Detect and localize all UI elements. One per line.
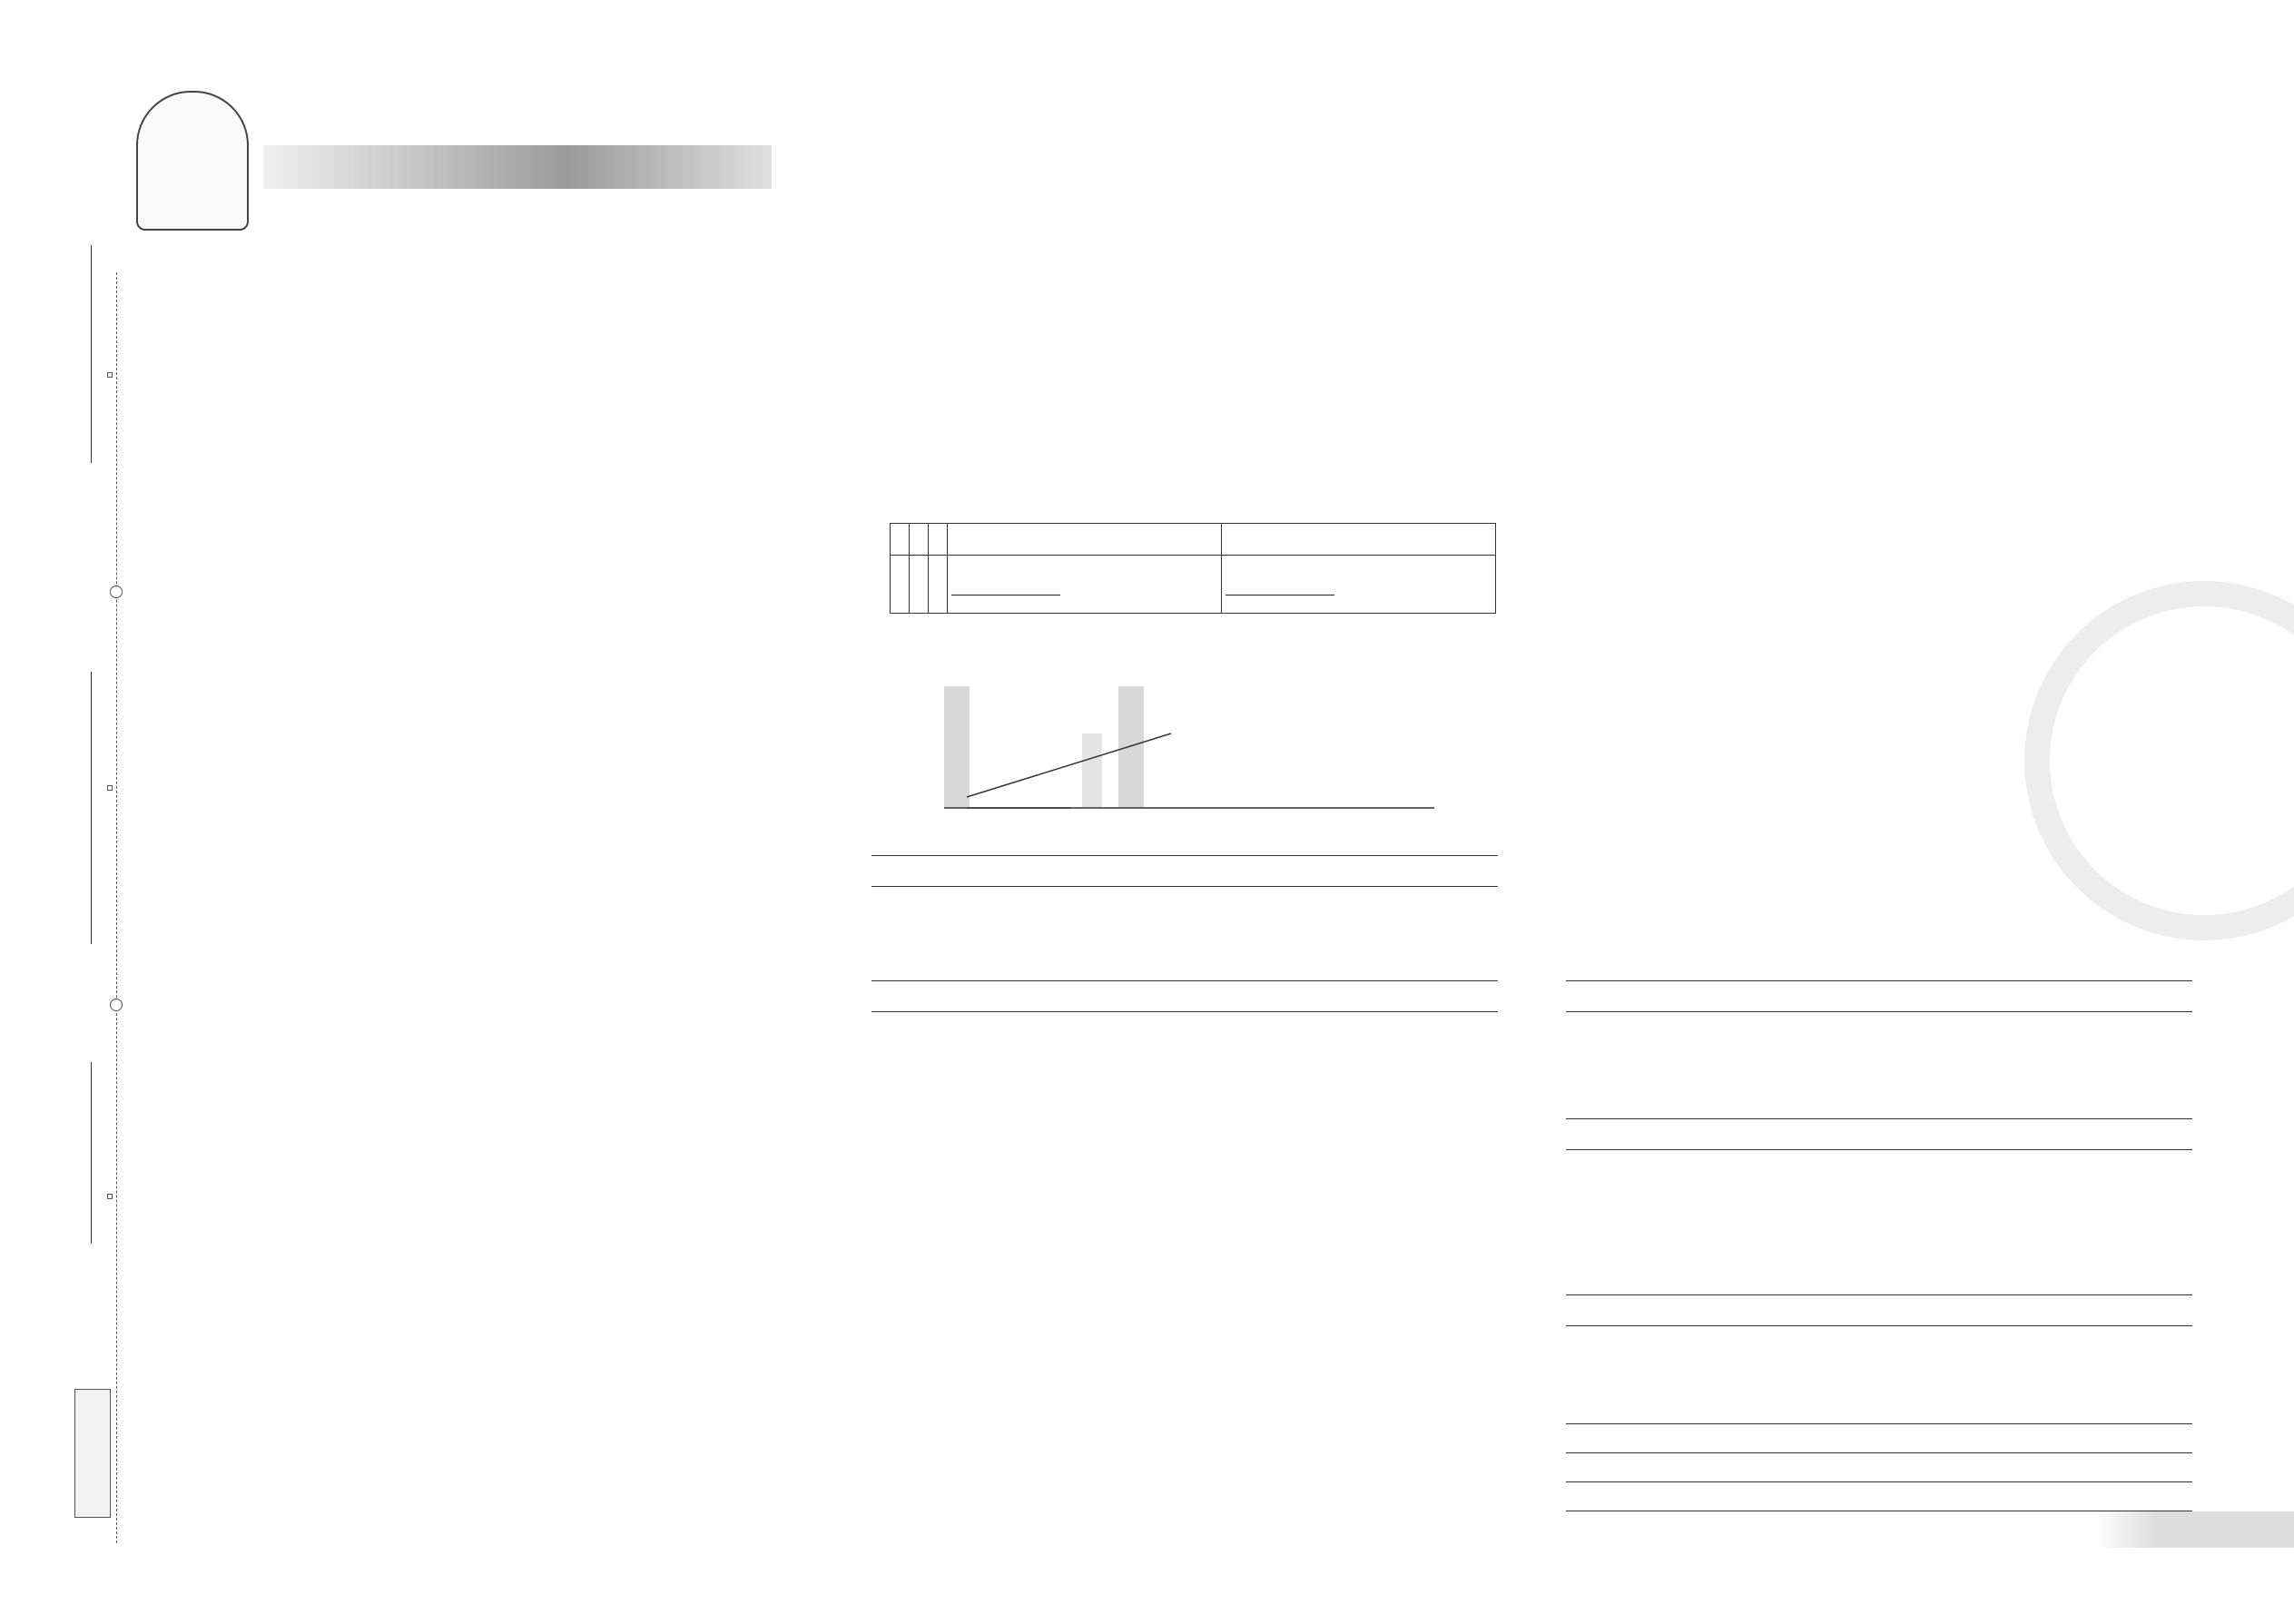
paper-tag-bg (2097, 1511, 2294, 1548)
binding-hole-2 (110, 999, 123, 1011)
school-blank[interactable] (91, 245, 92, 463)
table-header-cell (891, 524, 910, 556)
table-header-cell (929, 524, 948, 556)
answer-line[interactable] (1566, 1325, 2192, 1326)
class-blank[interactable] (91, 672, 92, 944)
answer-line[interactable] (1566, 980, 2192, 981)
answer-line[interactable] (1566, 1149, 2192, 1150)
fold-line (116, 272, 117, 1543)
seal-feng (107, 785, 113, 791)
answer-line[interactable] (1566, 1294, 2192, 1295)
answer-line[interactable] (1566, 1423, 2192, 1424)
answer-line[interactable] (871, 886, 1498, 887)
binding-hole-1 (110, 586, 123, 598)
logo-badge (136, 91, 249, 231)
table-header-cell (948, 524, 1222, 556)
chart-bar-electricity (944, 686, 970, 808)
title-banner (263, 145, 772, 189)
activity-table (890, 523, 1496, 614)
answer-line[interactable] (871, 1011, 1498, 1012)
region-box (74, 1389, 111, 1518)
watermark-seal (2024, 581, 2294, 940)
answer-line[interactable] (871, 980, 1498, 981)
answer-line[interactable] (1566, 1452, 2192, 1453)
answer-line[interactable] (1566, 1481, 2192, 1482)
seal-mi (107, 1194, 113, 1199)
table-cell (929, 556, 948, 614)
name-blank[interactable] (91, 1062, 92, 1244)
table-header-cell (1222, 524, 1496, 556)
seal-xian (107, 372, 113, 378)
table-answer-cell[interactable] (1222, 556, 1496, 614)
table-cell (891, 556, 910, 614)
chart-bar-water (1118, 686, 1144, 808)
answer-line[interactable] (871, 855, 1498, 856)
answer-line[interactable] (1566, 1011, 2192, 1012)
table-cell (910, 556, 929, 614)
table-answer-cell[interactable] (948, 556, 1222, 614)
chart-bar-coal (1082, 733, 1102, 808)
table-header-cell (910, 524, 929, 556)
answer-line[interactable] (1566, 1118, 2192, 1119)
table-row (891, 524, 1496, 556)
table-row (891, 556, 1496, 614)
energy-chart (917, 670, 1434, 826)
